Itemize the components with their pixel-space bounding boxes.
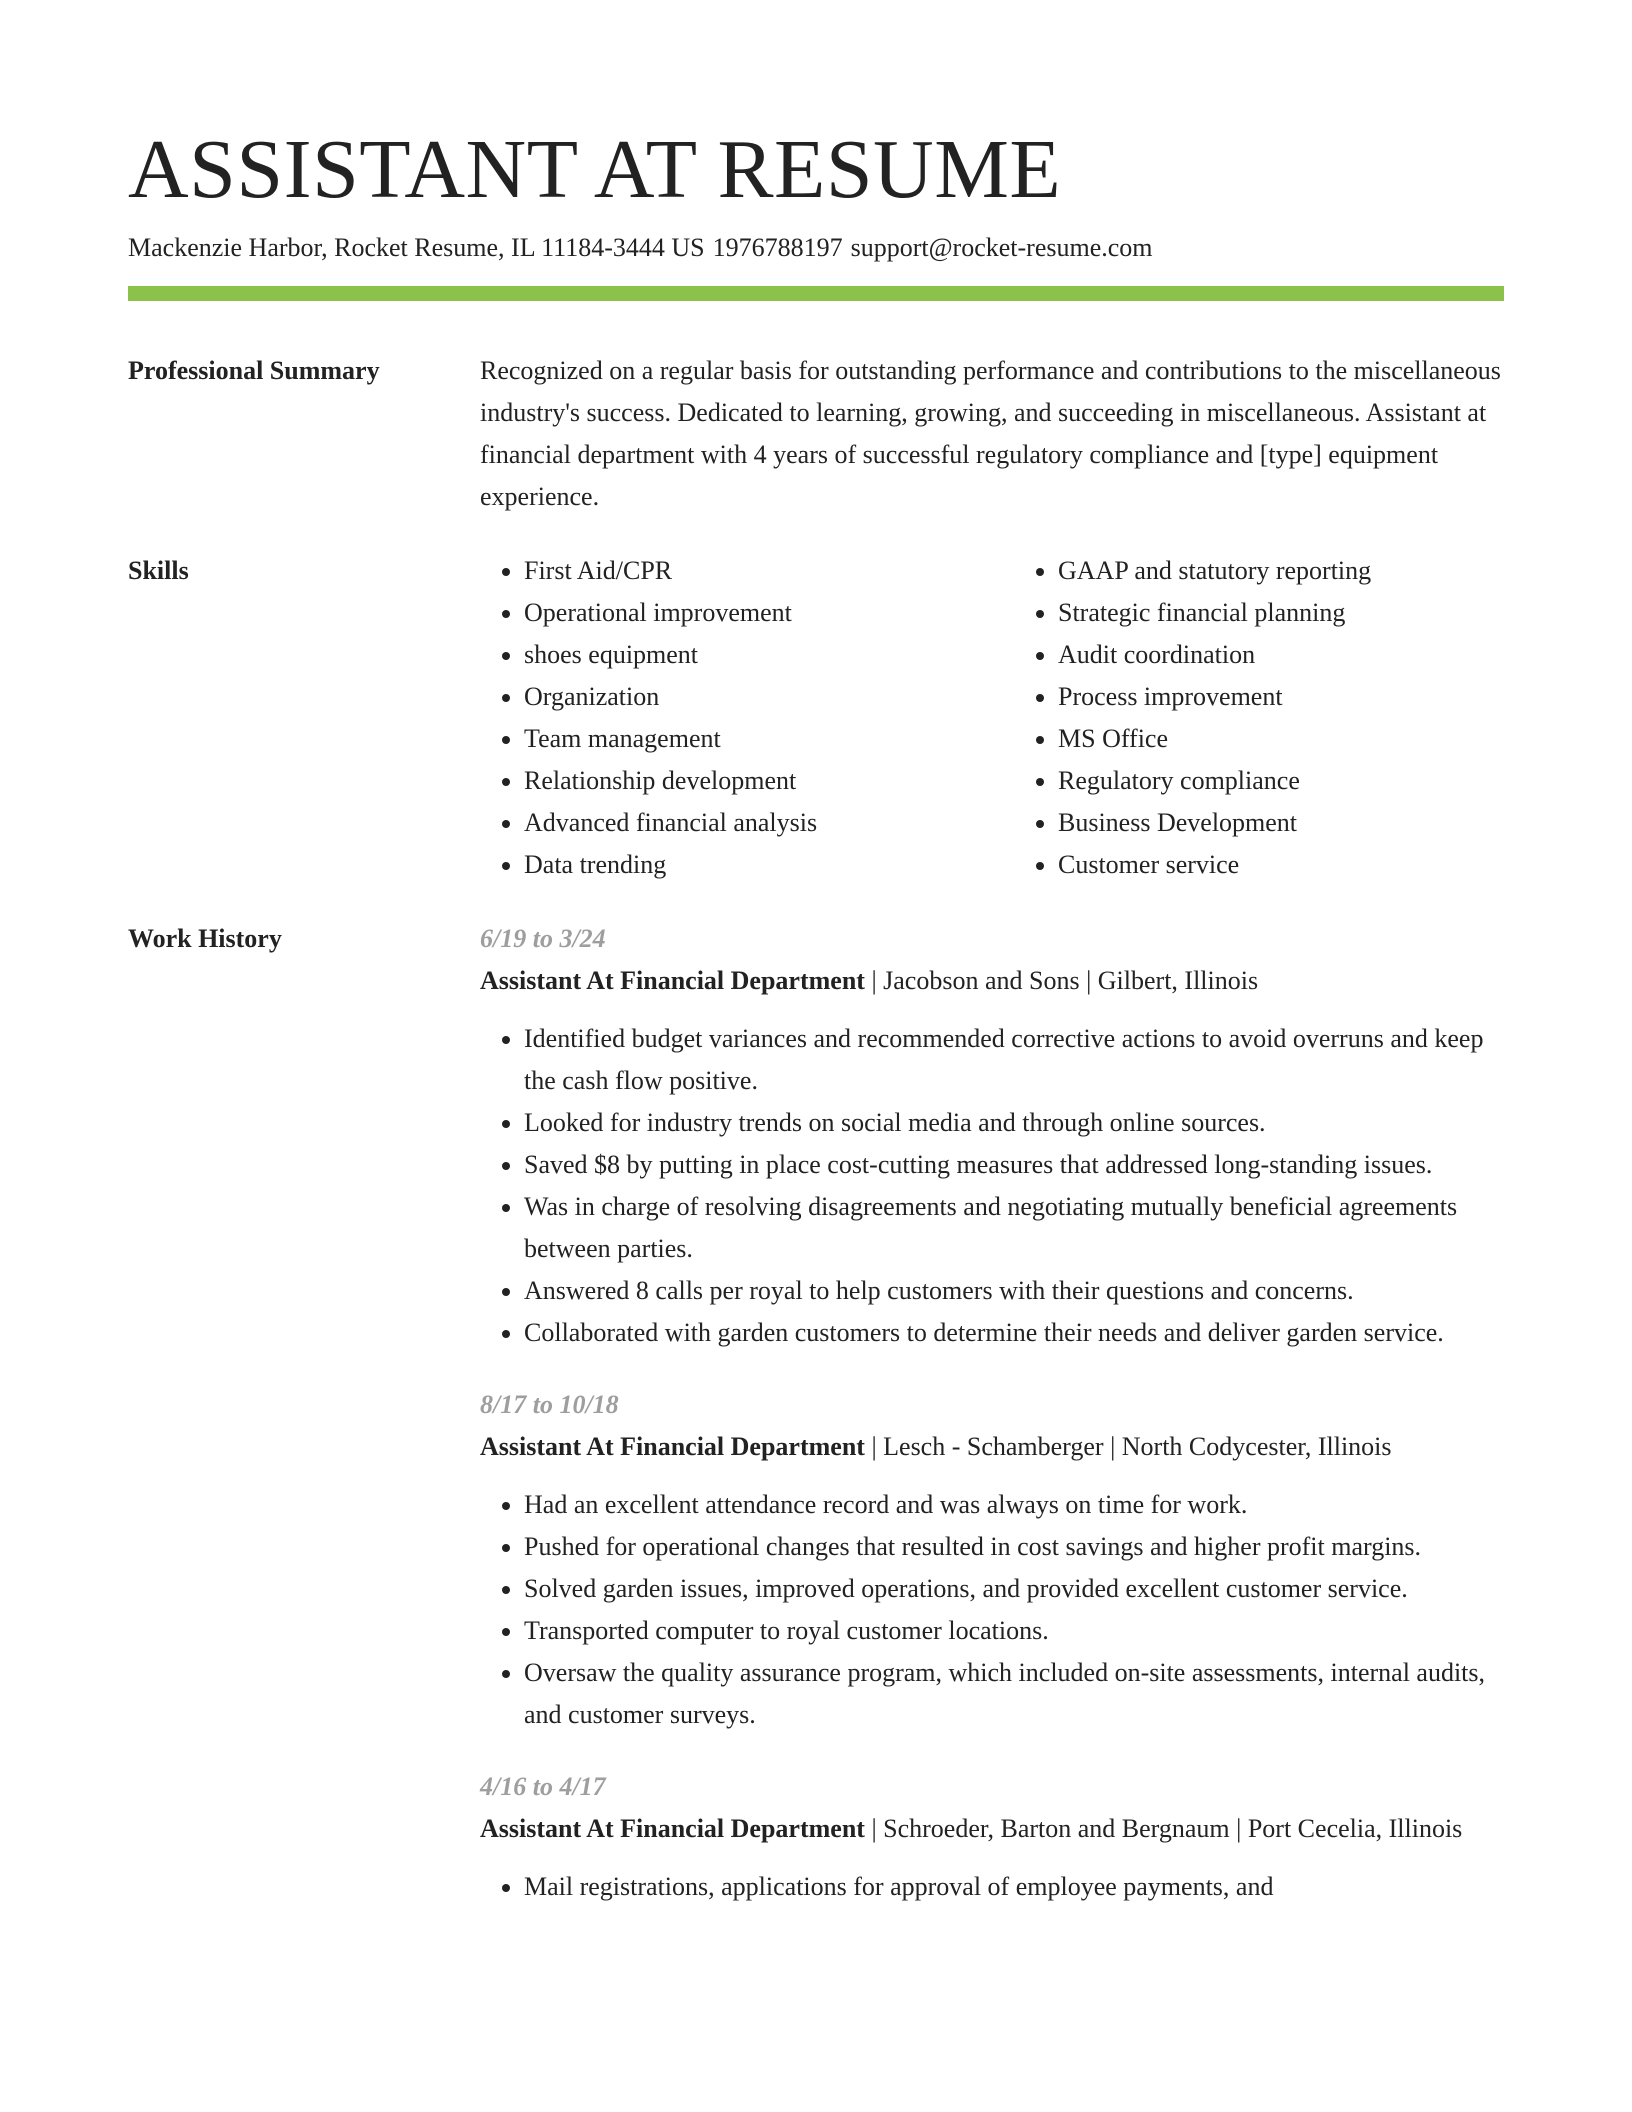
- skill-item: • Strategic financial planning: [1058, 592, 1504, 634]
- job-dates: 4/16 to 4/17: [480, 1772, 606, 1801]
- job-entry: [480, 1766, 1504, 1908]
- job-bullet: • Pushed for operational changes that resulted in cost savings and higher profit margins.: [524, 1526, 1504, 1568]
- job-bullet: • Saved $8 by putting in place cost-cutting measures that addressed long-standing issues.: [524, 1144, 1504, 1186]
- job-bullets: [480, 1018, 1504, 1354]
- skill-item: • Business Development: [1058, 802, 1504, 844]
- job-bullets: [480, 1484, 1504, 1736]
- job-dates: 8/17 to 10/18: [480, 1390, 619, 1419]
- job-bullets: [480, 1866, 1504, 1908]
- job-title: Assistant At Financial Department: [480, 1432, 865, 1461]
- job-bullet: • Transported computer to royal customer locations.: [524, 1610, 1504, 1652]
- job-bullet: • Solved garden issues, improved operations, and provided excellent customer service.: [524, 1568, 1504, 1610]
- job-bullet: • Collaborated with garden customers to determine their needs and deliver garden service.: [524, 1312, 1504, 1354]
- skill-item: • MS Office: [1058, 718, 1504, 760]
- resume-name: ASSISTANT AT RESUME: [128, 123, 1062, 216]
- skills-list-left: [480, 550, 970, 886]
- skill-item: • Relationship development: [524, 760, 970, 802]
- skill-item: • Customer service: [1058, 844, 1504, 886]
- skill-item: • Process improvement: [1058, 676, 1504, 718]
- skill-item: • Organization: [524, 676, 970, 718]
- skill-item: • shoes equipment: [524, 634, 970, 676]
- contact-address: Mackenzie Harbor, Rocket Resume, IL 11184-3444 US: [128, 233, 705, 262]
- work-history-body: [480, 918, 1504, 1938]
- job-heading: [480, 1426, 1504, 1468]
- job-entry: [480, 1384, 1504, 1736]
- skill-item: • Regulatory compliance: [1058, 760, 1504, 802]
- skill-item: • Team management: [524, 718, 970, 760]
- job-bullet: • Answered 8 calls per royal to help customers with their questions and concerns.: [524, 1270, 1504, 1312]
- job-title: Assistant At Financial Department: [480, 1814, 865, 1843]
- job-details: | Jacobson and Sons | Gilbert, Illinois: [864, 966, 1259, 995]
- skill-item: • Operational improvement: [524, 592, 970, 634]
- job-details: | Lesch - Schamberger | North Codycester, Illinois: [864, 1432, 1392, 1461]
- skills-body: [480, 550, 1504, 886]
- job-heading: [480, 1808, 1504, 1850]
- job-bullet: • Mail registrations, applications for approval of employee payments, and: [524, 1866, 1504, 1908]
- skill-item: • Data trending: [524, 844, 970, 886]
- summary-body: [480, 350, 1504, 518]
- skill-item: • First Aid/CPR: [524, 550, 970, 592]
- skill-item: • Audit coordination: [1058, 634, 1504, 676]
- skill-item: • Advanced financial analysis: [524, 802, 970, 844]
- skills-list-right: [1014, 550, 1504, 886]
- job-heading: [480, 960, 1504, 1002]
- job-entry: [480, 918, 1504, 1354]
- contact-phone: 1976788197: [712, 233, 843, 262]
- skills-heading: Skills: [128, 556, 189, 585]
- job-bullet: • Had an excellent attendance record and was always on time for work.: [524, 1484, 1504, 1526]
- contact-line: [128, 230, 1153, 266]
- job-details: | Schroeder, Barton and Bergnaum | Port Cecelia, Illinois: [864, 1814, 1463, 1843]
- summary-heading: Professional Summary: [128, 356, 380, 385]
- skill-item: • GAAP and statutory reporting: [1058, 550, 1504, 592]
- job-bullet: • Oversaw the quality assurance program, which included on-site assessments, internal audits, and customer surveys.: [524, 1652, 1504, 1736]
- summary-text: Recognized on a regular basis for outstanding performance and contributions to the miscellaneous industry's success. Dedicated to learning, growing, and succeeding in miscellaneous. Assistant at financial department with 4 years of successful regulatory compliance and [type] equipment experience.: [480, 356, 1501, 511]
- job-bullet: • Was in charge of resolving disagreements and negotiating mutually beneficial agreements between parties.: [524, 1186, 1504, 1270]
- work-history-heading: Work History: [128, 924, 282, 953]
- job-bullet: • Identified budget variances and recommended corrective actions to avoid overruns and keep the cash flow positive.: [524, 1018, 1504, 1102]
- header-divider: [128, 286, 1504, 301]
- contact-email: support@rocket-resume.com: [850, 233, 1153, 262]
- job-bullet: • Looked for industry trends on social media and through online sources.: [524, 1102, 1504, 1144]
- job-dates: 6/19 to 3/24: [480, 924, 606, 953]
- job-title: Assistant At Financial Department: [480, 966, 865, 995]
